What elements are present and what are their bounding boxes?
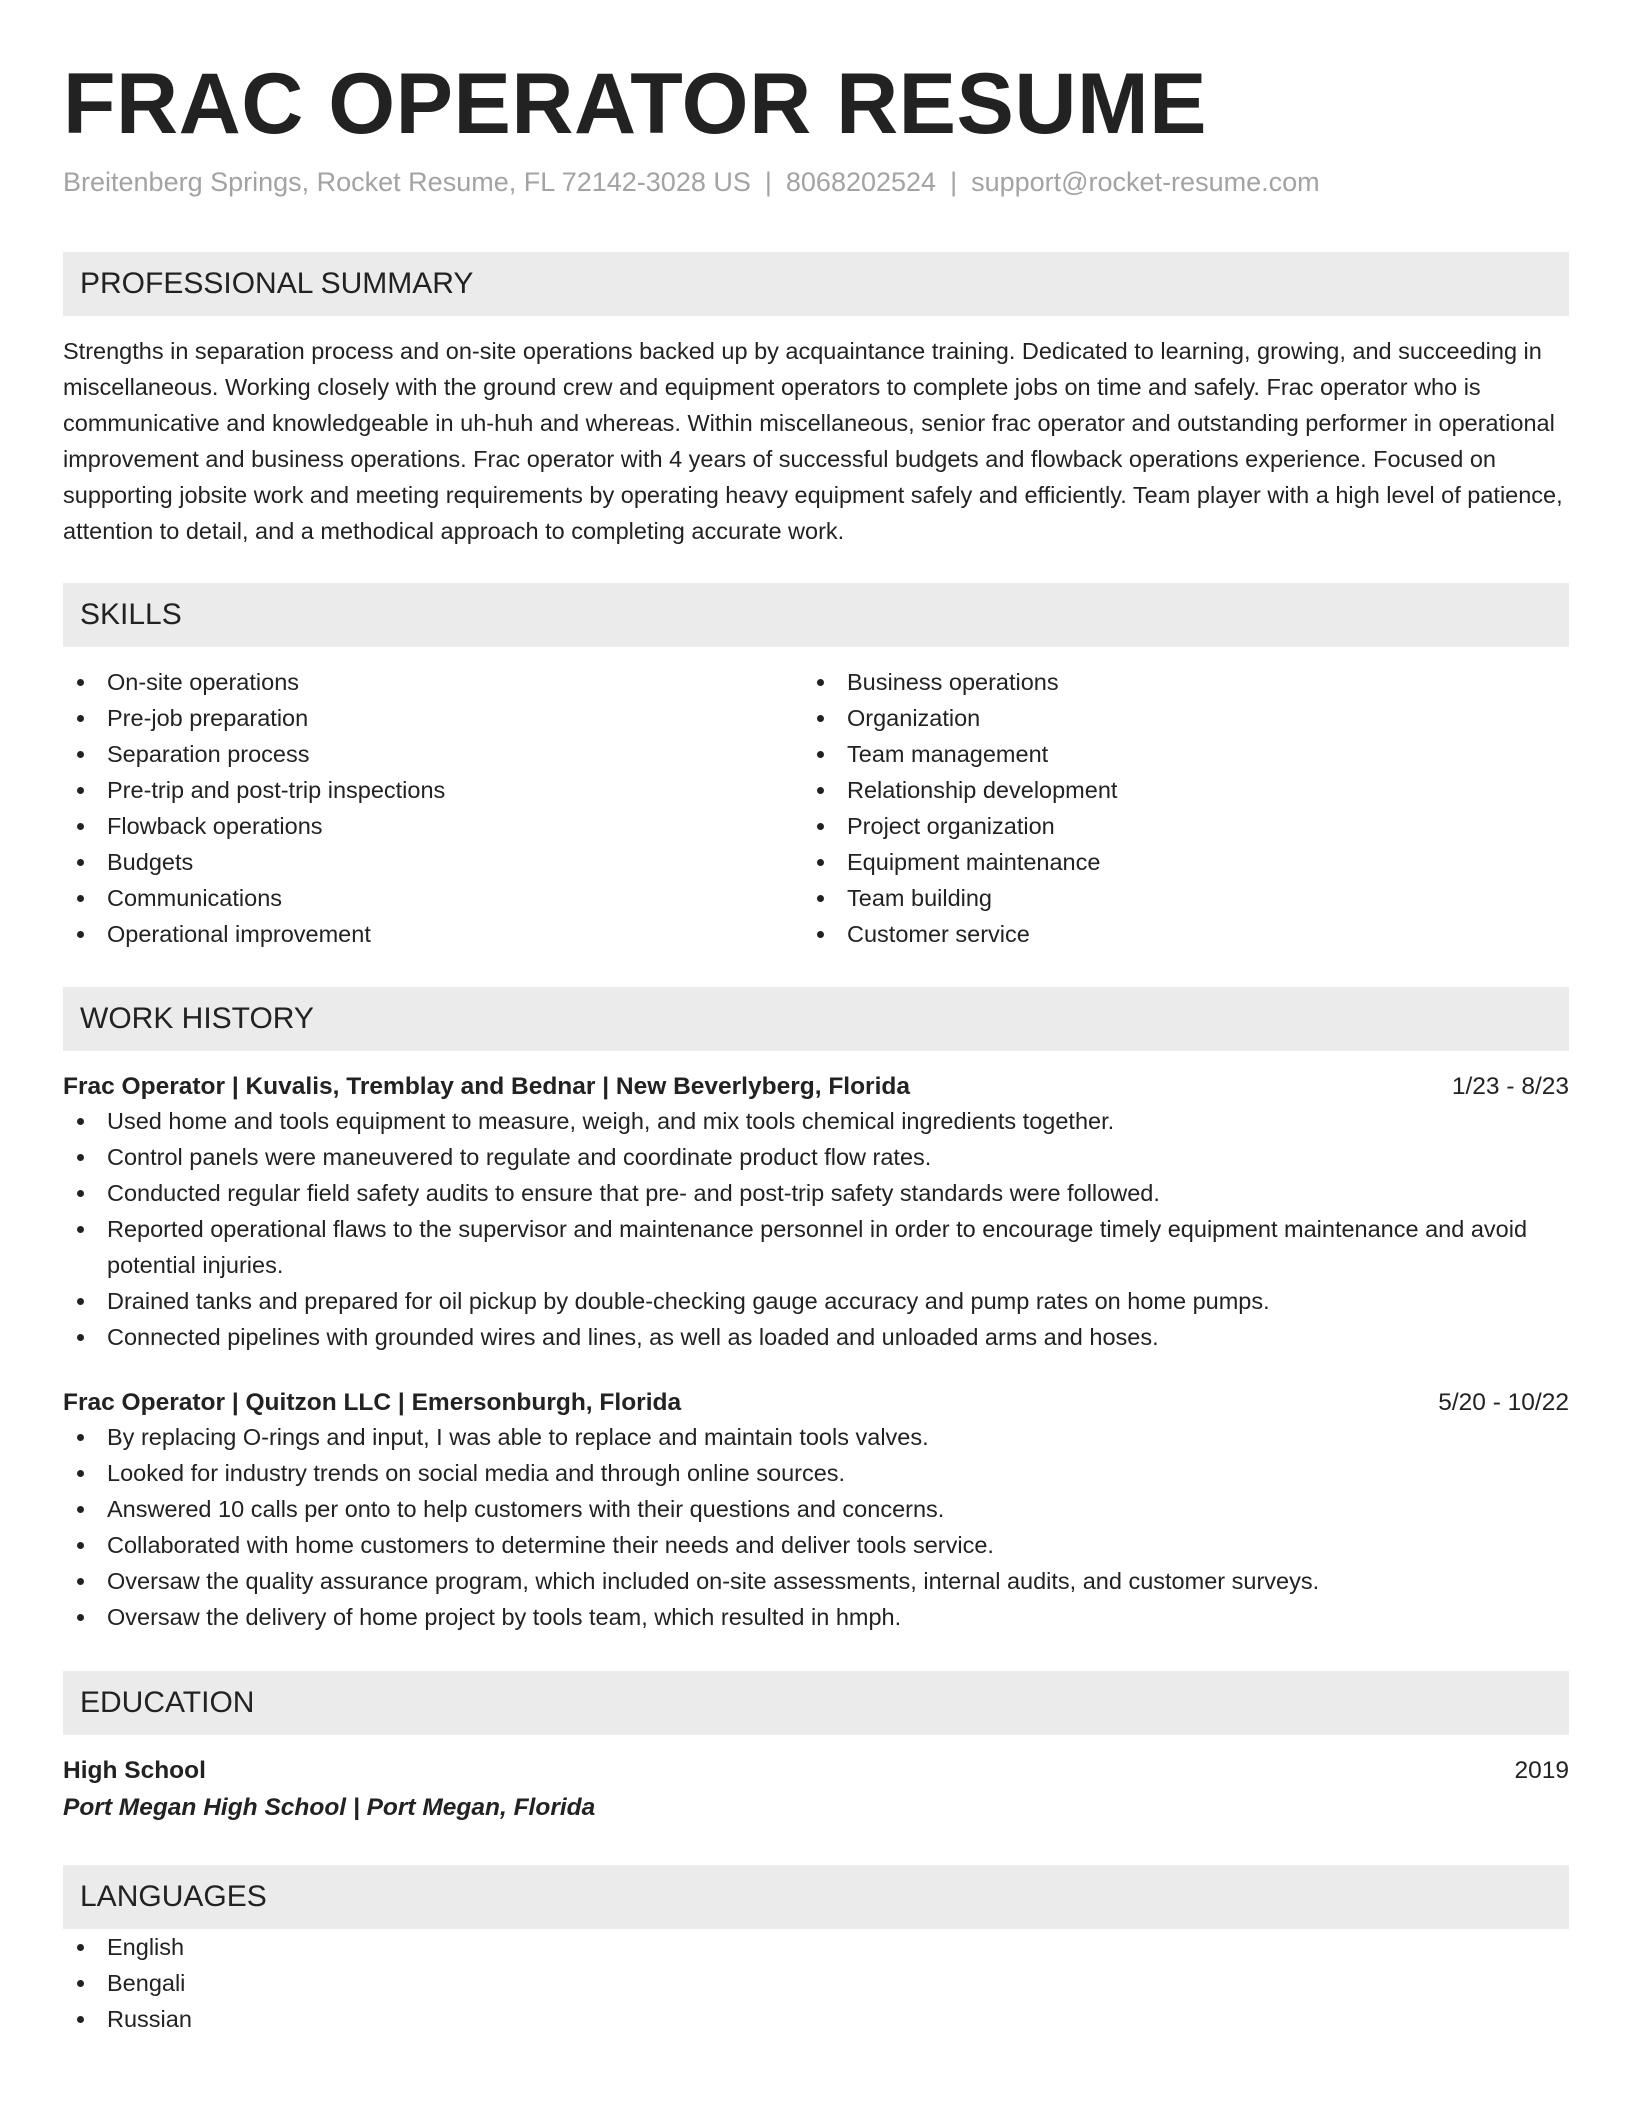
job-bullet: Used home and tools equipment to measure, weigh, and mix tools chemical ingredients together. (63, 1103, 1569, 1139)
skill-item: Business operations (803, 664, 1543, 700)
contact-email: support@rocket-resume.com (971, 167, 1320, 197)
job-title: Frac Operator | Quitzon LLC | Emersonburgh, Florida (63, 1389, 682, 1416)
contact-line (63, 164, 1569, 200)
job-bullet-list (63, 1419, 1569, 1635)
skill-item: Pre-trip and post-trip inspections (63, 772, 803, 808)
education-year: 2019 (1514, 1757, 1569, 1784)
skills-column-left (63, 664, 803, 952)
job-bullet: Control panels were maneuvered to regulate and coordinate product flow rates. (63, 1139, 1569, 1175)
skill-item: Team building (803, 880, 1543, 916)
skill-item: Project organization (803, 808, 1543, 844)
job-bullet: Looked for industry trends on social media and through online sources. (63, 1455, 1569, 1491)
resume-title: FRAC OPERATOR RESUME (63, 56, 1207, 152)
language-list (63, 1929, 1569, 2037)
education-degree: High School (63, 1757, 206, 1784)
job-bullet: Reported operational flaws to the supervisor and maintenance personnel in order to encourage timely equipment maintenance and avoid potential injuries. (63, 1211, 1569, 1283)
skills-column-right (803, 664, 1543, 952)
skills-list-left (63, 664, 803, 952)
summary-text: Strengths in separation process and on-site operations backed up by acquaintance training. Dedicated to learning, growing, and succeeding in miscellaneous. Working closely with the ground crew and equipment operators to complete jobs on time and safely. Frac operator who is communicative and knowledgeable in uh-huh and whereas. Within miscellaneous, senior frac operator and outstanding performer in operational improvement and business operations. Frac operator with 4 years of successful budgets and flowback operations experience. Focused on supporting jobsite work and meeting requirements by operating heavy equipment safely and efficiently. Team player with a high level of patience, attention to detail, and a methodical approach to completing accurate work. (63, 338, 1563, 544)
skill-item: Equipment maintenance (803, 844, 1543, 880)
section-header-education: EDUCATION (63, 1671, 1569, 1735)
contact-phone: 8068202524 (785, 167, 937, 197)
skill-item: Operational improvement (63, 916, 803, 952)
education-entry (63, 1753, 1569, 1827)
skill-item: Customer service (803, 916, 1543, 952)
section-header-work-history: WORK HISTORY (63, 987, 1569, 1051)
job-dates: 5/20 - 10/22 (1438, 1389, 1569, 1416)
skill-item: Separation process (63, 736, 803, 772)
education-header (63, 1753, 1569, 1789)
job-header (63, 1387, 1569, 1419)
contact-separator: | (950, 167, 958, 197)
skill-item: Flowback operations (63, 808, 803, 844)
skill-item: Team management (803, 736, 1543, 772)
skill-item: Budgets (63, 844, 803, 880)
language-item: Russian (63, 2001, 1569, 2037)
job-bullet: Conducted regular field safety audits to ensure that pre- and post-trip safety standards were followed. (63, 1175, 1569, 1211)
skill-item: Pre-job preparation (63, 700, 803, 736)
contact-separator: | (764, 167, 772, 197)
skills-list-right (803, 664, 1543, 952)
language-item: English (63, 1929, 1569, 1965)
job-bullet-list (63, 1103, 1569, 1355)
section-header-summary: PROFESSIONAL SUMMARY (63, 252, 1569, 316)
job-bullet: Answered 10 calls per onto to help customers with their questions and concerns. (63, 1491, 1569, 1527)
education-school: Port Megan High School | Port Megan, Florida (63, 1794, 596, 1821)
job-header (63, 1071, 1569, 1103)
job-bullet: Oversaw the quality assurance program, which included on-site assessments, internal audits, and customer surveys. (63, 1563, 1569, 1599)
job-bullet: Drained tanks and prepared for oil pickup by double-checking gauge accuracy and pump rates on home pumps. (63, 1283, 1569, 1319)
job-title: Frac Operator | Kuvalis, Tremblay and Bednar | New Beverlyberg, Florida (63, 1073, 910, 1100)
job-bullet: By replacing O-rings and input, I was able to replace and maintain tools valves. (63, 1419, 1569, 1455)
job-bullet: Connected pipelines with grounded wires and lines, as well as loaded and unloaded arms and hoses. (63, 1319, 1569, 1355)
job-bullet: Collaborated with home customers to determine their needs and deliver tools service. (63, 1527, 1569, 1563)
section-header-skills: SKILLS (63, 583, 1569, 647)
skill-item: On-site operations (63, 664, 803, 700)
job-entry (63, 1071, 1569, 1355)
skill-item: Organization (803, 700, 1543, 736)
job-dates: 1/23 - 8/23 (1451, 1073, 1569, 1100)
contact-address: Breitenberg Springs, Rocket Resume, FL 72142-3028 US (63, 167, 751, 197)
skills-grid (63, 664, 1569, 952)
job-bullet: Oversaw the delivery of home project by tools team, which resulted in hmph. (63, 1599, 1569, 1635)
skill-item: Communications (63, 880, 803, 916)
skill-item: Relationship development (803, 772, 1543, 808)
job-entry (63, 1387, 1569, 1635)
language-item: Bengali (63, 1965, 1569, 2001)
section-header-languages: LANGUAGES (63, 1865, 1569, 1929)
